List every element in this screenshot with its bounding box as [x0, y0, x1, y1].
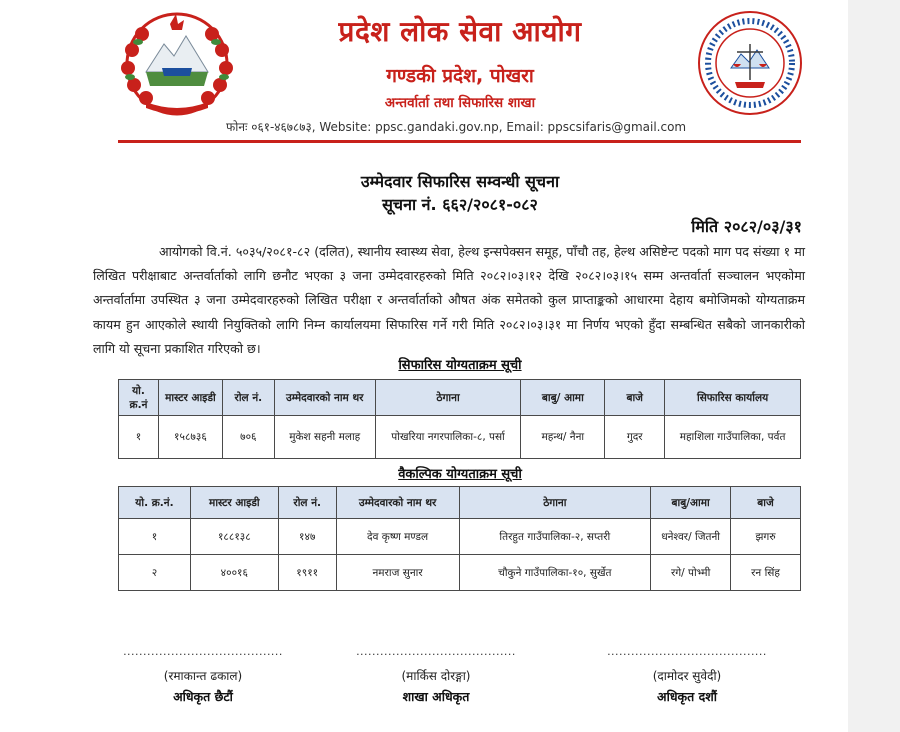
column-header: बाजे — [731, 487, 801, 519]
table-cell: ७०६ — [222, 416, 274, 459]
column-header: ठेगाना — [459, 487, 651, 519]
nepal-emblem-icon — [116, 10, 238, 122]
column-header: रोल नं. — [278, 487, 336, 519]
column-header: रोल नं. — [222, 380, 274, 416]
table-cell: पोखरिया नगरपालिका-८, पर्सा — [375, 416, 521, 459]
table-cell: २ — [119, 555, 191, 591]
table-cell: महन्थ/ नैना — [521, 416, 605, 459]
table-cell: गुदर — [605, 416, 665, 459]
signature-line: ........................................ — [607, 645, 767, 658]
signatory-role: अधिकृत दशौं — [657, 689, 717, 704]
table-cell: देव कृष्ण मण्डल — [336, 519, 459, 555]
column-header: यो. क्र.नं — [119, 380, 159, 416]
column-header: मास्टर आइडी — [190, 487, 278, 519]
table-row — [119, 555, 801, 591]
header-divider — [118, 140, 801, 143]
province-subtitle: गण्डकी प्रदेश, पोखरा — [386, 65, 534, 87]
signatory-role: अधिकृत छैटौं — [173, 689, 233, 704]
table-cell: १९११ — [278, 555, 336, 591]
table-cell: मुकेश सहनी मलाह — [274, 416, 375, 459]
table-cell: झगरु — [731, 519, 801, 555]
table-header-row — [119, 487, 801, 519]
table-header-row — [119, 380, 801, 416]
commission-title: प्रदेश लोक सेवा आयोग — [338, 15, 582, 48]
page-edge-shadow — [848, 0, 900, 732]
signatory-name: (दामोदर सुवेदी) — [652, 669, 722, 683]
table-cell: तिरहुत गाउँपालिका-२, सप्तरी — [459, 519, 651, 555]
column-header: सिफारिस कार्यालय — [665, 380, 801, 416]
table-cell: महाशिला गाउँपालिका, पर्वत — [665, 416, 801, 459]
table-cell: १ — [119, 416, 159, 459]
signatory-block — [356, 645, 516, 705]
table-cell: धनेश्वर/ जितनी — [651, 519, 731, 555]
table-cell: नमराज सुनार — [336, 555, 459, 591]
notice-body: आयोगको वि.नं. ५०३५/२०८१-८२ (दलित), स्थानीय स्वास्थ्य सेवा, हेल्थ इन्सपेक्सन समूह, पाँचौ तह, हेल्थ असिष्टेन्ट पदको माग पद संख्या १ मा लिखित परीक्षाबाट अन्तर्वार्ताको लागि छनौट भएका ३ जना उम्मेदवारहरुको मिति २०८२।०३।१२ देखि २०८२।०३।१५ सम्म अन्तर्वार्ता सञ्चालन भएकोमा अन्तर्वार्तामा उपस्थित ३ जना उम्मेदवारहरुको लिखित परीक्षा र अन्तर्वार्ताको औषत अंक समेतको कुल प्राप्ताङ्कको आधारमा देहाय बमोजिमको योग्यताक्रम कायम हुन आएकोले स्थायी नियुक्तिको लागि निम्न कार्यालयमा सिफारिस गर्ने गरी मिति २०८२।०३।३१ मा निर्णय भएको हुँदा सम्बन्धित सबैको जानकारीको लागि यो सूचना प्रकाशित गरिएको छ। — [93, 244, 805, 356]
notice-title: उम्मेदवार सिफारिस सम्वन्धी सूचना — [360, 172, 560, 191]
table-cell: १ — [119, 519, 191, 555]
table-cell: ४००१६ — [190, 555, 278, 591]
column-header: ठेगाना — [375, 380, 521, 416]
table-cell: रगे/ पोभ्मी — [651, 555, 731, 591]
column-header: मास्टर आइडी — [158, 380, 222, 416]
signatory-name: (मार्किस दोरङ्गा) — [401, 669, 471, 683]
section-name: अन्तर्वार्ता तथा सिफारिस शाखा — [384, 95, 536, 111]
table-row — [119, 416, 801, 459]
contact-line: फोनः ०६१-४६७८७३, Website: ppsc.gandaki.gov.np, Email: ppscsifaris@gmail.com — [226, 120, 687, 134]
alternate-list-table — [118, 486, 801, 591]
column-header: उम्मेदवारको नाम थर — [274, 380, 375, 416]
column-header: बाबु/ आमा — [521, 380, 605, 416]
table-row — [119, 519, 801, 555]
signature-line: ........................................ — [123, 645, 283, 658]
notice-date: मिति २०८२/०३/३१ — [691, 217, 802, 236]
merit-list-table — [118, 379, 801, 459]
column-header: बाजे — [605, 380, 665, 416]
table-cell: चौकुने गाउँपालिका-१०, सुर्खेत — [459, 555, 651, 591]
merit-list-heading: सिफारिस योग्यताक्रम सूची — [398, 358, 522, 373]
column-header: यो. क्र.नं. — [119, 487, 191, 519]
signature-line: ........................................ — [356, 645, 516, 658]
alternate-list-heading: वैकल्पिक योग्यताक्रम सूची — [398, 467, 522, 482]
commission-seal-icon — [697, 10, 803, 116]
notice-number: सूचना नं. ६६२/२०८१-०८२ — [382, 195, 538, 214]
table-cell: १४७ — [278, 519, 336, 555]
table-cell: रन सिंह — [731, 555, 801, 591]
signatory-block — [123, 645, 283, 705]
signatory-block — [607, 645, 767, 705]
table-cell: १८८१३८ — [190, 519, 278, 555]
column-header: उम्मेदवारको नाम थर — [336, 487, 459, 519]
column-header: बाबु/आमा — [651, 487, 731, 519]
table-cell: १५८७३६ — [158, 416, 222, 459]
signatory-name: (रमाकान्त ढकाल) — [163, 669, 243, 683]
signatory-role: शाखा अधिकृत — [402, 689, 470, 704]
